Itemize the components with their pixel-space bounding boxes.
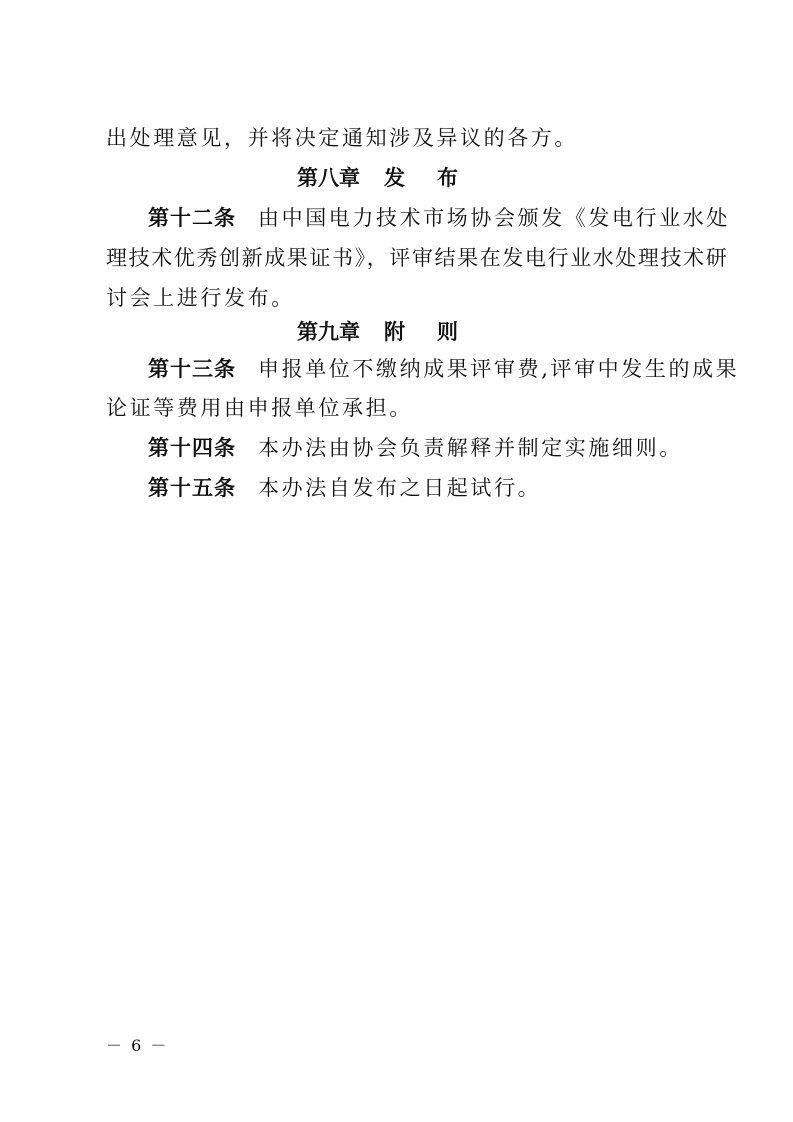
article-14-text: 本办法由协会负责解释并制定实施细则。: [258, 436, 683, 460]
article-12-line-1: [148, 204, 730, 232]
article-15-text: 本办法自发布之日起试行。: [258, 476, 542, 500]
article-12-line-3: 讨会上进行发布。: [106, 286, 295, 310]
article-15-line: [148, 474, 541, 502]
article-15-label: 第十五条: [148, 476, 236, 500]
chapter-8-title-char1: 发: [384, 166, 405, 190]
chapter-8-heading: [297, 164, 458, 192]
chapter-9-title-char2: 则: [437, 320, 458, 344]
article-13-line-2: 论证等费用由申报单位承担。: [106, 396, 413, 420]
article-13-line-1: [148, 355, 739, 383]
chapter-9-number: 第九章: [297, 320, 360, 344]
article-12-label: 第十二条: [148, 206, 236, 230]
chapter-9-heading: [297, 318, 458, 346]
article-12-line-2: 理技术优秀创新成果证书》，评审结果在发电行业水处理技术研: [106, 246, 729, 270]
article-14-label: 第十四条: [148, 436, 236, 460]
chapter-9-title-char1: 附: [384, 320, 405, 344]
chapter-8-title-char2: 布: [437, 166, 458, 190]
article-13-text-1: 申报单位不缴纳成果评审费,评审中发生的成果: [258, 357, 740, 381]
continuation-line: 出处理意见，并将决定通知涉及异议的各方。: [106, 126, 578, 150]
article-13-label: 第十三条: [148, 357, 236, 381]
article-12-text-1: 由中国电力技术市场协会颁发《发电行业水处: [258, 206, 730, 230]
page-number: － 6 －: [106, 1036, 169, 1055]
article-14-line: [148, 434, 683, 462]
chapter-8-number: 第八章: [297, 166, 360, 190]
